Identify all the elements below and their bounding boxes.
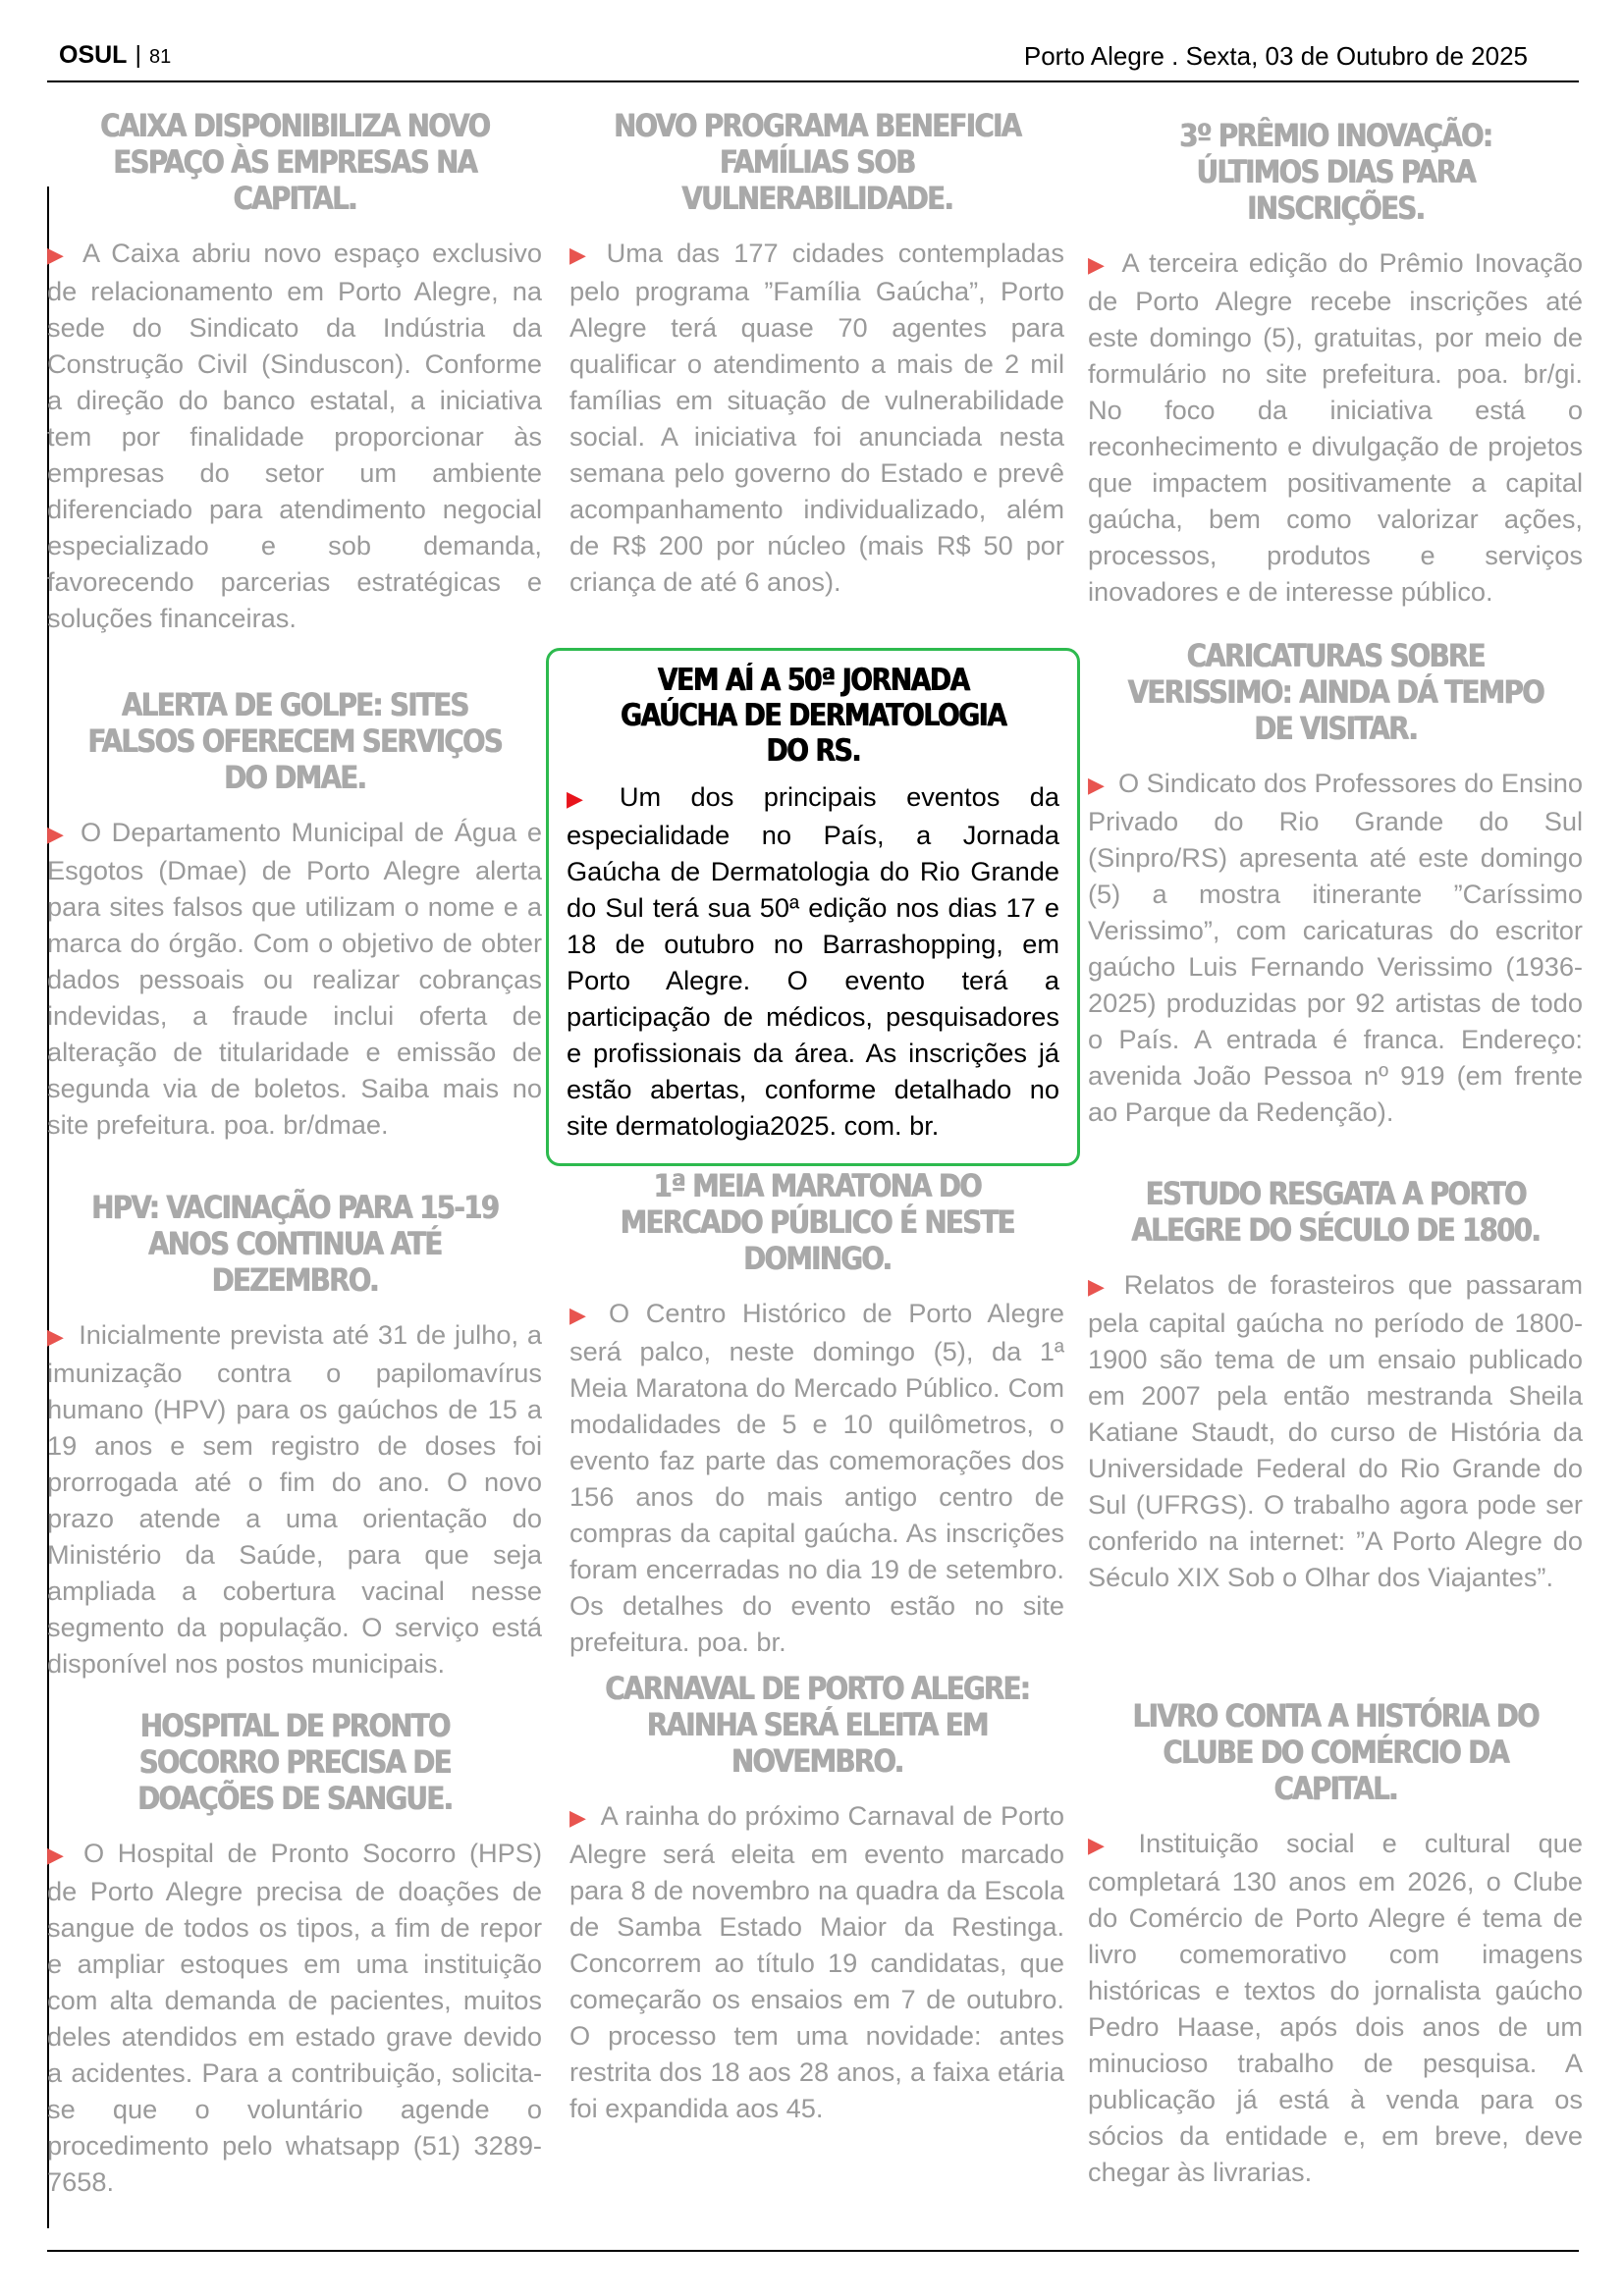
- page-header: [47, 37, 1579, 82]
- article-caricaturas-verissimo: [1088, 638, 1583, 1130]
- article-headline: 1ª MEIA MARATONA DO MERCADO PÚBLICO É NESTE DOMINGO.: [620, 1167, 1014, 1277]
- article-headline: 3º PRÊMIO INOVAÇÃO: ÚLTIMOS DIAS PARA INSCRIÇÕES.: [1178, 117, 1492, 227]
- bullet-arrow-icon: ▶: [47, 242, 69, 267]
- article-body: ▶ A rainha do próximo Carnaval de Porto Alegre será eleita em evento marcado para 8 de novembro na quadra da Escola de Samba Estado Maior da Restinga. Concorrem ao título 19 candidatas, que começarão os ensaios em 7 de outubro. O processo tem uma novidade: antes restrita dos 18 aos 28 anos, a faixa etária foi expandida aos 45.: [569, 1800, 1064, 2123]
- article-body: ▶ Inicialmente prevista até 31 de julho, a imunização contra o papilomavírus humano (HPV) para os gaúchos de 15 a 19 anos e sem registro de doses foi prorrogada até o fim do ano. O novo prazo atende a uma orientação do Ministério da Saúde, para que seja ampliada a cobertura vacinal nesse segmento da população. O serviço está disponível nos postos municipais.: [47, 1319, 542, 1679]
- bullet-arrow-icon: ▶: [567, 786, 606, 811]
- brand-separator: |: [135, 41, 141, 69]
- featured-headline: VEM AÍ A 50ª JORNADA GAÚCHA DE DERMATOLOGIA DO RS.: [620, 663, 1006, 769]
- bullet-arrow-icon: ▶: [1088, 1833, 1125, 1857]
- bullet-arrow-icon: ▶: [1088, 252, 1109, 277]
- article-body: ▶ O Hospital de Pronto Socorro (HPS) de Porto Alegre precisa de doações de sangue de todos os tipos, a fim de repor e ampliar estoques em uma instituição com alta demanda de pacientes, muitos deles atendidos em estado grave devido a acidentes. Para a contribuição, solicita-se que o voluntário agende o procedimento pelo whatsapp (51) 3289-7658.: [47, 1838, 542, 2197]
- article-headline: CARICATURAS SOBRE VERISSIMO: AINDA DÁ TEMPO DE VISITAR.: [1127, 637, 1543, 747]
- page-number: 81: [148, 46, 172, 68]
- article-body: ▶ O Centro Histórico de Porto Alegre será palco, neste domingo (5), da 1ª Meia Maratona do Mercado Público. Com modalidades de 5 e 10 quilômetros, o evento faz parte das comemorações dos 156 anos do mais antigo centro de compras da capital gaúcha. As inscrições foram encerradas no dia 19 de setembro. Os detalhes do evento estão no site prefeitura. poa. br.: [569, 1298, 1065, 1657]
- article-headline: ESTUDO RESGATA A PORTO ALEGRE DO SÉCULO DE 1800.: [1131, 1175, 1540, 1249]
- bullet-arrow-icon: ▶: [569, 242, 593, 267]
- brand-name: OSUL: [59, 41, 128, 69]
- featured-article-box: [546, 648, 1080, 1166]
- article-headline: HPV: VACINAÇÃO PARA 15-19 ANOS CONTINUA ATÉ DEZEMBRO.: [90, 1189, 499, 1299]
- article-caixa: [47, 108, 542, 636]
- article-dmae: [47, 687, 542, 1143]
- bullet-arrow-icon: ▶: [47, 822, 67, 846]
- footer-rule: [47, 2250, 1579, 2252]
- article-body: ▶ Instituição social e cultural que completará 130 anos em 2026, o Clube do Comércio de Porto Alegre é tema de livro comemorativo com imagens históricas e textos do jornalista gaúcho Pedro Haase, após dois anos de um minucioso trabalho de pesquisa. A publicação já está à venda para os sócios da entidade e, em breve, deve chegar às livrarias.: [1088, 1828, 1583, 2187]
- article-headline: LIVRO CONTA A HISTÓRIA DO CLUBE DO COMÉRCIO DA CAPITAL.: [1132, 1697, 1539, 1807]
- article-headline: CAIXA DISPONIBILIZA NOVO ESPAÇO ÀS EMPRESAS NA CAPITAL.: [99, 107, 490, 217]
- article-body: ▶ O Departamento Municipal de Água e Esgotos (Dmae) de Porto Alegre alerta para sites falsos que utilizam o nome e a marca do órgão. Com o objetivo de obter dados pessoais ou realizar cobranças indevidas, a fraude inclui oferta de alteração de titularidade e emissão de segunda via de boletos. Saiba mais no site prefeitura. poa. br/dmae.: [47, 817, 542, 1140]
- article-body: ▶ O Sindicato dos Professores do Ensino Privado do Rio Grande do Sul (Sinpro/RS) apresenta até este domingo (5) a mostra itinerante ”Caríssimo Verissimo”, com caricaturas do escritor gaúcho Luis Fernando Verissimo (1936-2025) produzidas por 92 artistas de todo o País. A entrada é franca. Endereço: avenida João Pessoa nº 919 (em frente ao Parque da Redenção).: [1088, 768, 1583, 1127]
- newspaper-brand: [59, 41, 171, 70]
- article-hps: [47, 1708, 542, 2200]
- article-headline: ALERTA DE GOLPE: SITES FALSOS OFERECEM SERVIÇOS DO DMAE.: [87, 686, 502, 796]
- article-body: ▶ A terceira edição do Prêmio Inovação de Porto Alegre recebe inscrições até este domingo (5), gratuitas, por meio de formulário no site prefeitura. poa. br/gi. No foco da iniciativa está o reconhecimento e divulgação de projetos que impactem positivamente a capital gaúcha, bem como valorizar ações, processos, produtos e serviços inovadores e de interesse público.: [1088, 247, 1583, 607]
- article-clube-comercio: [1088, 1698, 1583, 2190]
- article-meia-maratona: [569, 1168, 1064, 1660]
- article-hpv: [47, 1190, 542, 1682]
- article-headline: CARNAVAL DE PORTO ALEGRE: RAINHA SERÁ ELEITA EM NOVEMBRO.: [604, 1670, 1030, 1780]
- article-carnaval: [569, 1671, 1064, 2126]
- bullet-arrow-icon: ▶: [569, 1805, 587, 1830]
- bullet-arrow-icon: ▶: [47, 1842, 70, 1867]
- featured-body: ▶ Um dos principais eventos da especialidade no País, a Jornada Gaúcha de Dermatologia do Rio Grande do Sul terá sua 50ª edição nos dias 17 e 18 de outubro no Barrashopping, em Porto Alegre. O evento terá a participação de médicos, pesquisadores e profissionais da área. As inscrições já estão abertas, conforme detalhado no site dermatologia2025. com. br.: [567, 781, 1059, 1141]
- article-headline: NOVO PROGRAMA BENEFICIA FAMÍLIAS SOB VULNERABILIDADE.: [613, 107, 1021, 217]
- article-premio-inovacao: [1088, 118, 1583, 610]
- bullet-arrow-icon: ▶: [1088, 773, 1105, 797]
- article-familia-gaucha: [569, 108, 1064, 600]
- dateline: Porto Alegre . Sexta, 03 de Outubro de 2025: [1023, 41, 1528, 71]
- bullet-arrow-icon: ▶: [47, 1324, 66, 1349]
- article-body: ▶ Uma das 177 cidades contempladas pelo programa ”Família Gaúcha”, Porto Alegre terá quase 70 agentes para qualificar o atendimento a mais de 2 mil famílias em situação de vulnerabilidade social. A iniciativa foi anunciada nesta semana pelo governo do Estado e prevê acompanhamento individualizado, além de R$ 200 por núcleo (mais R$ 50 por criança de até 6 anos).: [569, 238, 1064, 597]
- article-body: ▶ A Caixa abriu novo espaço exclusivo de relacionamento em Porto Alegre, na sede do Sindicato da Indústria da Construção Civil (Sinduscon). Conforme a direção do banco estatal, a iniciativa tem por finalidade proporcionar às empresas do setor um ambiente diferenciado para atendimento negocial especializado e sob demanda, favorecendo parcerias estratégicas e soluções financeiras.: [47, 238, 542, 633]
- article-body: ▶ Relatos de forasteiros que passaram pela capital gaúcha no período de 1800-1900 são tema de um ensaio publicado em 2007 pela então mestranda Sheila Katiane Staudt, do curso de História da Universidade Federal do Rio Grande do Sul (UFRGS). O trabalho agora pode ser conferido na internet: ”A Porto Alegre do Século XIX Sob o Olhar dos Viajantes”.: [1088, 1269, 1584, 1592]
- article-headline: HOSPITAL DE PRONTO SOCORRO PRECISA DE DOAÇÕES DE SANGUE.: [136, 1707, 453, 1817]
- article-estudo-seculo: [1088, 1176, 1583, 1595]
- bullet-arrow-icon: ▶: [1088, 1274, 1110, 1299]
- bullet-arrow-icon: ▶: [569, 1303, 596, 1327]
